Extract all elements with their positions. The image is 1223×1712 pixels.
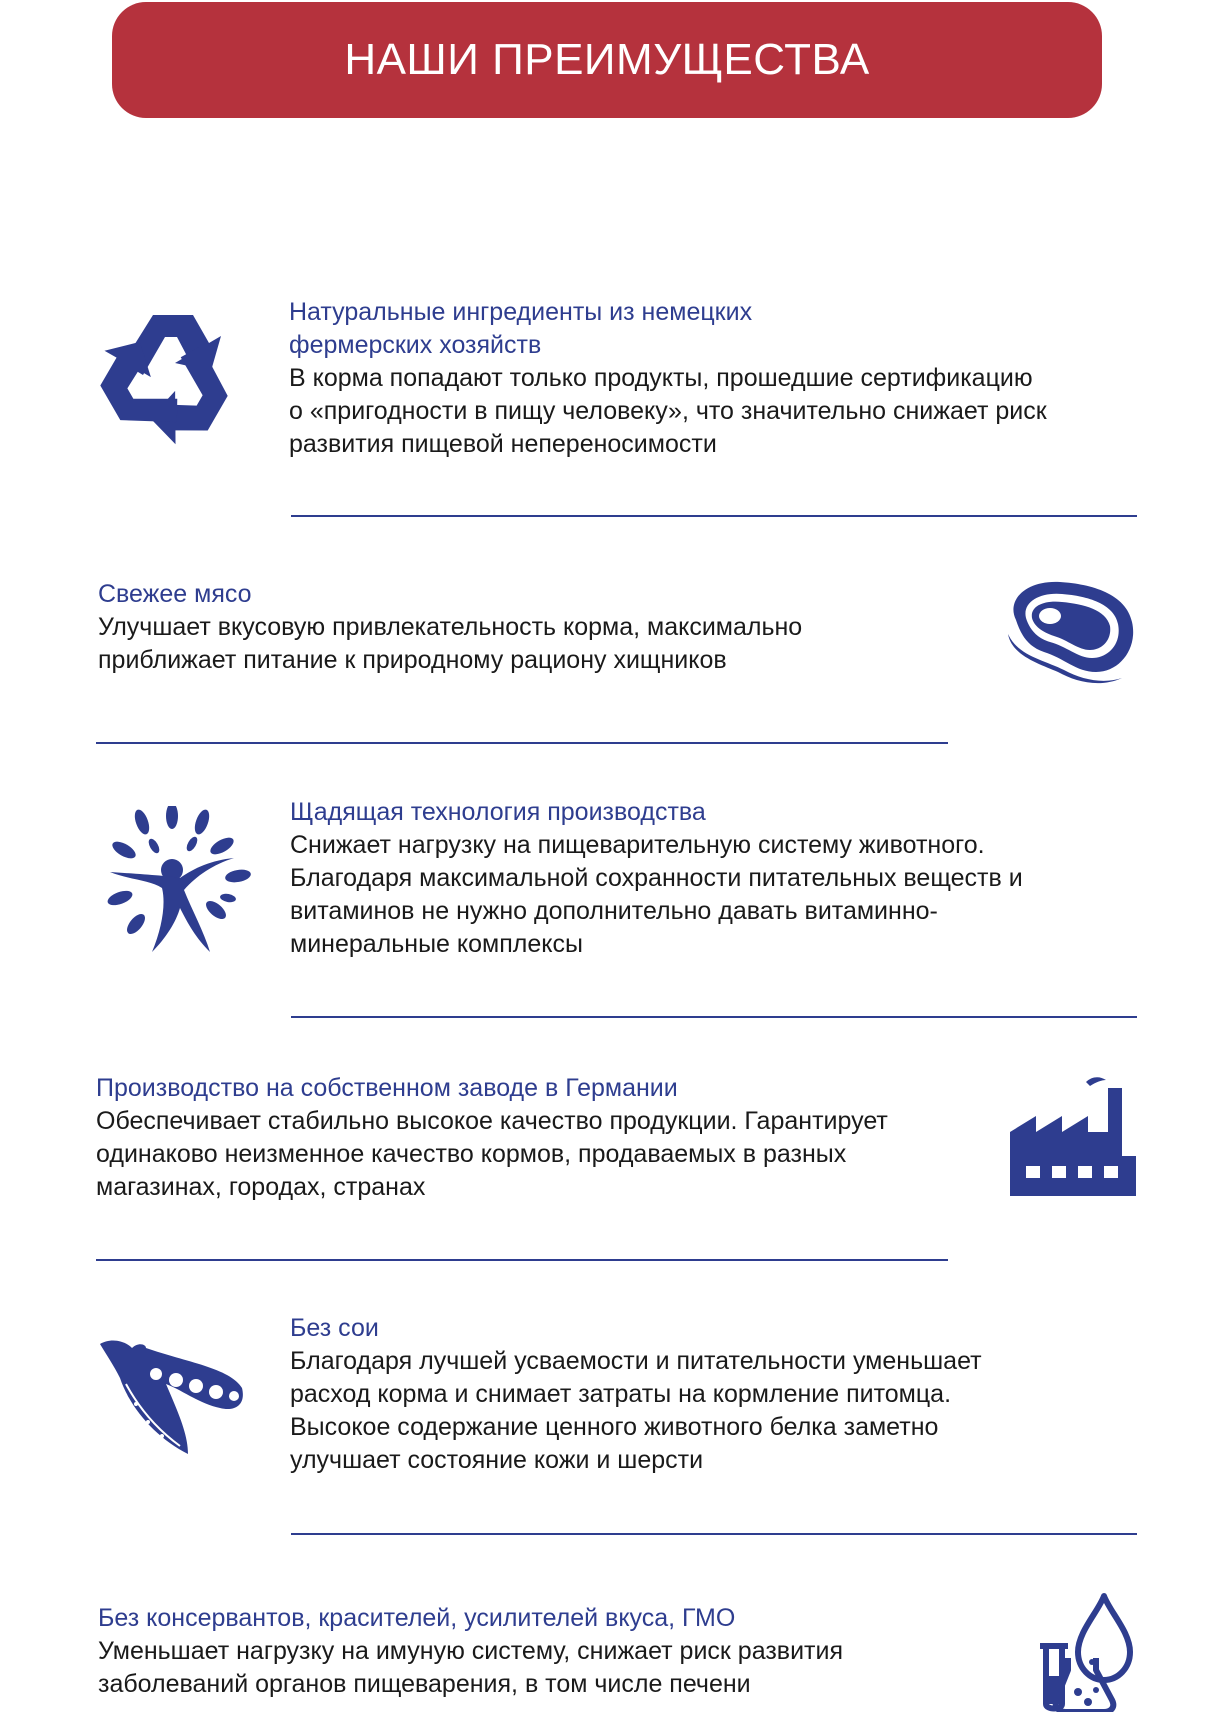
advantage-title: Производство на собственном заводе в Германии bbox=[96, 1074, 678, 1102]
divider bbox=[96, 1259, 948, 1261]
advantage-description: В корма попадают только продукты, прошедшие сертификацию о «пригодности в пищу человеку», что значительно снижает риск развития пищевой непереносимости bbox=[289, 364, 1047, 458]
advantage-description: Обеспечивает стабильно высокое качество продукции. Гарантирует одинаково неизменное качество кормов, продаваемых в разных магазинах, городах, странах bbox=[96, 1107, 888, 1201]
advantage-natural-ingredients bbox=[289, 296, 1169, 461]
advantage-description: Благодаря лучшей усваемости и питательности уменьшает расход корма и снимает затраты на кормление питомца. Высокое содержание ценного животного белка заметно улучшает состояние кожи и шерсти bbox=[290, 1347, 982, 1474]
divider bbox=[96, 742, 948, 744]
advantage-title: Натуральные ингредиенты из немецких фермерских хозяйств bbox=[289, 298, 753, 359]
advantage-own-factory bbox=[96, 1072, 996, 1204]
advantage-title: Щадящая технология производства bbox=[290, 798, 706, 826]
advantage-title: Без консервантов, красителей, усилителей вкуса, ГМО bbox=[98, 1604, 736, 1632]
divider bbox=[291, 515, 1137, 517]
advantage-gentle-technology bbox=[290, 796, 1170, 961]
header-banner bbox=[112, 2, 1102, 118]
advantage-no-soy bbox=[290, 1312, 1170, 1477]
pea-pod-icon bbox=[96, 1338, 246, 1458]
advantage-fresh-meat bbox=[98, 578, 978, 677]
advantage-no-preservatives bbox=[98, 1602, 998, 1701]
divider bbox=[291, 1016, 1137, 1018]
advantage-title: Свежее мясо bbox=[98, 580, 252, 608]
advantage-title: Без сои bbox=[290, 1314, 379, 1342]
advantage-description: Снижает нагрузку на пищеварительную систему животного. Благодаря максимальной сохранности питательных веществ и витаминов не нужно дополнительно давать витаминно- минеральные комплексы bbox=[290, 831, 1023, 958]
advantage-description: Уменьшает нагрузку на имуную систему, снижает риск развития заболеваний органов пищеварения, в том числе печени bbox=[98, 1637, 843, 1698]
recycle-icon bbox=[92, 302, 242, 452]
meat-steak-icon bbox=[1000, 572, 1140, 687]
advantage-description: Улучшает вкусовую привлекательность корма, максимально приближает питание к природному рациону хищников bbox=[98, 613, 803, 674]
page-title: НАШИ ПРЕИМУЩЕСТВА bbox=[344, 35, 870, 84]
divider bbox=[291, 1533, 1137, 1535]
factory-icon bbox=[1006, 1074, 1140, 1200]
lab-drop-icon bbox=[1026, 1592, 1142, 1712]
human-tree-icon bbox=[100, 806, 254, 958]
